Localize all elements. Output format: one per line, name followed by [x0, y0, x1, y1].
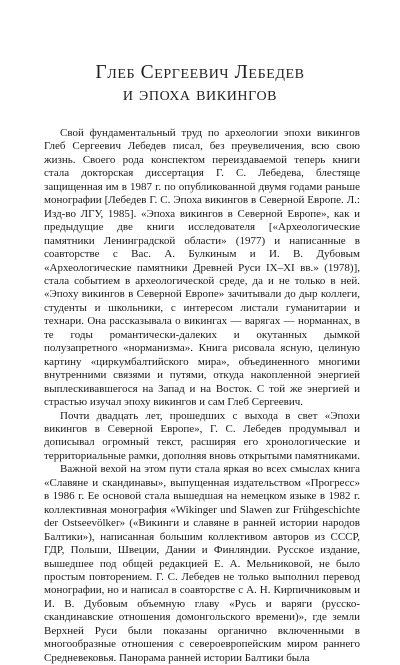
paragraph-1: Свой фундаментальный труд по археологии эпохи викингов Глеб Сергеевич Лебедев писал, без преувеличения, всю свою жизнь. Своего рода конспектом переиздаваемой теперь книги стала докторская диссертация Г. С. Лебедева, блестяще защищенная им в 1987 г. по опубликованной двумя годами раньше монографии [Лебедев Г. С. Эпоха викингов в Северной Европе. Л.: Изд-во ЛГУ, 1985]. «Эпоха викингов в Северной Европе», как и предыдущие две книги исследователя [«Археологические памятники Ленинградской области» (1977) и написанные в соавторстве с Вас. А. Булкиным и И. В. Дубовым «Археологические памятники Древней Руси IX–XI вв.» (1978)], стала событием в археологической среде, да и не только в ней. «Эпоху викингов в Северной Европе» зачитывали до дыр коллеги, студенты и школьники, с интересом листали гуманитарии и технари. Она рассказывала о викингах — варягах — норманнах, в те годы романтически-далеких и окутанных дымкой полузапретного «норманизма». Книга рисовала ясную, целиную картину «циркумбалтийского мира», объединенного многими внутренними связями и путями, откуда накопленной энергией выплескивавшегося на Запад и на Восток. С той же энергией и страстью изучал эпоху викингов и сам Глеб Сергеевич. [44, 127, 360, 409]
paragraph-3: Важной вехой на этом пути стала яркая во всех смыслах книга «Славяне и скандинавы», выпущенная издательством «Прогресс» в 1986 г. Ее основой стала вышедшая на немецком языке в 1982 г. коллективная монография «Wikinger und Slawen zur Frühgeschichte der Ostseevölker» («Викинги и славяне в ранней истории народов Балтики»), написанная большим коллективом авторов из СССР, ГДР, Польши, Швеции, Дании и Финляндии. Русское издание, вышедшее под общей редакцией Е. А. Мельниковой, не было простым повторением. Г. С. Лебедев не только выполнил перевод монографии, но и написал в соавторстве с А. Н. Кирпичниковым и И. В. Дубовым объемную главу «Русь и варяги (русско-скандинавские отношения домонгольского времени)», где земли Верхней Руси были показаны органично включенными в многообразные отношения с североевропейским миром раннего Средневековья. Панорама ранней истории Балтики была [44, 463, 360, 664]
paragraph-2: Почти двадцать лет, прошедших с выхода в свет «Эпохи викингов в Северной Европе», Г. С. Лебедев продумывал и дописывал огромный текст, расширяя его хронологические и территориальные рамки, дополняя вновь открытыми памятниками. [44, 409, 360, 462]
chapter-title [0, 62, 400, 106]
chapter-body [44, 127, 360, 665]
chapter-title-line-2: и эпоха викингов [122, 84, 278, 105]
chapter-title-line-1: Глеб Сергеевич Лебедев [95, 62, 305, 83]
